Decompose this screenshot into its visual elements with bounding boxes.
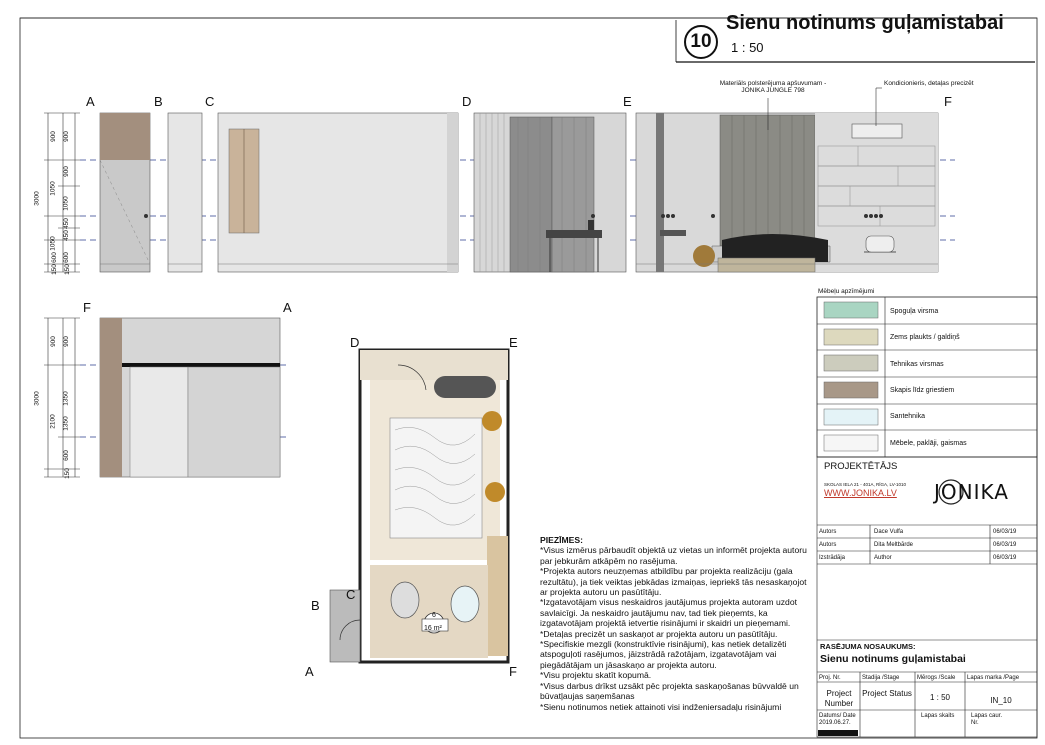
scale-label: 1 : 50 [731,40,764,55]
author-name: Dita Meltbārde [874,542,914,548]
col-page: Lapas marka /Page [967,675,1020,681]
project-number-value: Project Number [824,689,854,708]
notes-heading: PIEZĪMES: [540,535,583,545]
sheet-number-badge: 10 [684,25,718,59]
elevation-a-f [44,88,955,272]
dim-seg: 900 [49,131,57,142]
note-item: *Projekta autors neuzņemas atbildību par projekta realizāciju (gala rezultātu), ja tiek veiktas jebkādas izmaiņas, iepriekš tās nesaskaņojot ar projekta autoru un pasūtītāju. [540,566,807,598]
company-address: SKOLAS IELA 21 - 401A, RĪGA, LV-1010 [824,482,906,487]
note-item: *Visus darbus drīkst uzsākt pēc projekta saskaņošanas būvvaldē un būvatļaujas saņemšanas [540,680,799,702]
plan-label-e: E [509,335,518,350]
project-status-value: Project Status [862,689,912,698]
sheet-count-label: Lapas skaits [921,713,955,719]
legend-item: Spoguļa virsma [890,308,939,315]
legend-table [817,297,1037,457]
dim-seg: 900 [62,166,70,177]
dim-seg: 600 [50,252,58,263]
legend-item: Santehnika [890,413,926,420]
author-name: Dace Vulfa [874,529,904,535]
section-label-b: B [154,94,163,109]
note-item: *Sienu notinumos netiek attainoti visi indženiersadaļu risinājumi [540,701,782,712]
section-label-c: C [205,94,215,109]
floor-plan [330,350,508,662]
section-label-e: E [623,94,632,109]
scale-value: 1 : 50 [929,693,950,702]
company-heading: PROJEKTĒTĀJS [824,461,898,472]
note-item: *Detaļas precizēt un saskaņot ar projekta autoru un pasūtītāju. [540,628,778,639]
author-role: Autors [819,542,837,548]
company-logo-text: JONIKA [934,480,1009,504]
dim-total-top: 3000 [33,191,41,206]
plan-label-f: F [509,664,517,679]
dim-seg: 1350 [62,416,70,431]
dim-seg: 1050 [49,236,57,251]
air-conditioner-note: Kondicionieris, detaļas precizēt [884,80,974,87]
dim-seg: 600 [62,450,70,461]
section-label-f: F [944,94,952,109]
plan-label-d: D [350,335,360,350]
dim-seg: 150 [63,468,71,479]
dim-seg: 450 [62,218,70,229]
legend-title: Mēbeļu apzīmējumi [818,288,875,295]
drawing-name: Sienu notinums guļamistabai [820,653,966,665]
section-label-d: D [462,94,472,109]
plan-label-c: C [346,587,356,602]
author-name: Author [874,555,892,561]
dim-seg: 150 [63,264,71,275]
legend-item: Zems plaukts / galdiņš [890,334,960,341]
elevation-f-a [44,318,290,477]
legend-item: Tehnikas virsmas [890,361,944,368]
note-item: *Izgatavotājam visus neskaidros jautājumus projekta autoram uzdot savlaicīgi. Ja neskaidro jautājumu nav, tad tiek pieņemts, ka izgatavotājam projektā ietvertie risinājumi ir skaidri un pieņemami. [540,597,797,629]
date-value: 2019.06.27. [819,720,851,726]
dim-seg: 2100 [49,414,57,429]
author-role: Izstrādāja [819,555,846,561]
sheet-number-label: Lapas caur. Nr. [971,713,1003,726]
author-date: 06/03/19 [993,542,1017,548]
dim-seg: 1050 [49,181,57,196]
dim-seg: 1050 [62,196,70,211]
room-area: 16 m² [424,625,442,632]
col-project-number: Proj. Nr. [819,675,841,681]
dim-seg: 900 [49,336,57,347]
dim-seg: 150 [50,264,58,275]
dim-seg: 1350 [62,391,70,406]
date-label: Datums/ Date [819,713,856,719]
notes-block [540,535,815,712]
col-scale: Mērogs /Scale [917,675,956,681]
room-number: 6 [432,612,436,619]
dim-total-left: 3000 [33,391,41,406]
dim-seg: 600 [62,252,70,263]
note-item: *Visu projektu skatīt kopumā. [540,670,652,681]
section-label-f-left: F [83,300,91,315]
page-mark-value: IN_10 [990,696,1012,705]
drawing-heading: RASĒJUMA NOSAUKUMS: [820,642,916,651]
plan-label-b: B [311,598,320,613]
author-role: Autors [819,529,837,535]
company-website-link[interactable]: WWW.JONIKA.LV [824,488,897,498]
page-title: Sienu notinums guļamistabai [726,12,1004,34]
col-stage: Stadija /Stage [862,675,900,681]
section-label-a: A [86,94,95,109]
dim-seg: 450 [62,230,70,241]
dim-seg: 900 [62,131,70,142]
section-label-a-left: A [283,300,292,315]
upholstery-note: Materiāls polsterējuma apšuvumam - JONIKA JUNGLE 798 [719,80,827,94]
note-item: *Visus izmērus pārbaudīt objektā uz vietas un informēt projekta autoru par jebkurām atkāpēm no rasējuma. [540,545,807,566]
plan-label-a: A [305,664,314,679]
dim-seg: 900 [62,336,70,347]
author-date: 06/03/19 [993,529,1017,535]
legend-item: Mēbele, paklāji, gaismas [890,440,967,447]
note-item: *Specifiskie mezgli (konstruktīvie risinājumi), kas netiek detalizēti atspoguļoti rasējumos, jāizstrādā ražotājam, izgatavotājam vai piegādātājam un jāsaskaņo ar projekta autoru. [540,639,787,670]
legend-item: Skapis līdz griestiem [890,387,955,394]
author-date: 06/03/19 [993,555,1017,561]
